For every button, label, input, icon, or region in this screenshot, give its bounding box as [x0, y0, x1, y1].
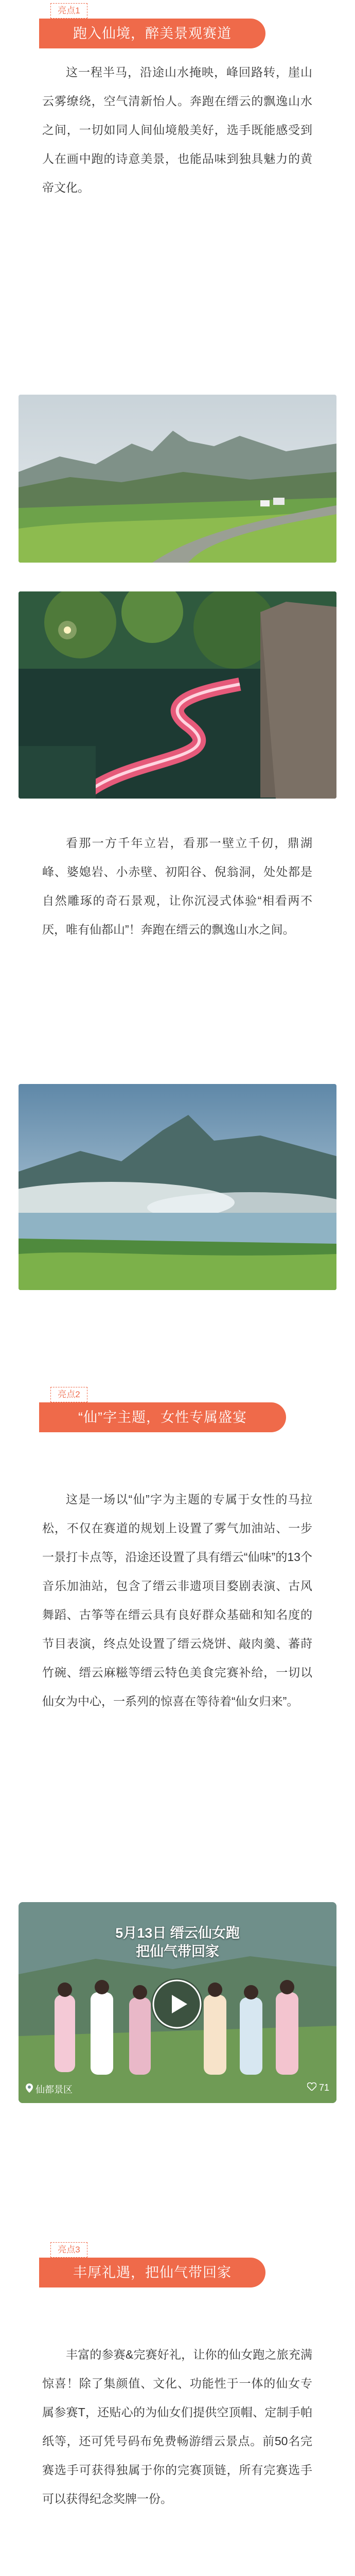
highlight-tag-2: 亮点2 — [50, 1387, 87, 1402]
video-location-label: 仙都景区 — [36, 2084, 73, 2095]
section-3-paragraph-1: 丰富的参赛&完赛好礼，让你的仙女跑之旅充满惊喜！除了集颜值、文化、功能性于一体的仙女专属参赛T，还贴心的为仙女们提供空顶帽、定制手帕纸等，还可凭号码布免费畅游缙云景点。前50名完赛选手可获得独属于你的完赛顶链，所有完赛选手可以获得纪念奖牌一份。 — [42, 2348, 312, 2505]
section-1-paragraph-2: 看那一方千年立岩，看那一壁立千仞，鼎湖峰、婆媳岩、小赤壁、初阳谷、倪翁洞，处处都是自然雕琢的奇石景观，让你沉浸式体验“相看两不厌，唯有仙都山”！奔跑在缙云的飘逸山水之间。 — [42, 836, 312, 936]
video-location — [26, 2082, 73, 2096]
video-date-caption: 5月13日 缙云仙女跑 — [115, 1925, 240, 1941]
section-title-3: 丰厚礼遇，把仙气带回家 — [39, 2258, 265, 2287]
highlight-tag-3: 亮点3 — [50, 2242, 87, 2258]
night-road-photo — [19, 591, 336, 799]
mountain-valley-photo — [19, 395, 336, 563]
section-title-2: “仙”字主题，女性专属盛宴 — [39, 1402, 286, 1432]
video-title-caption: 把仙气带回家 — [136, 1944, 219, 1959]
highlight-tag-1: 亮点1 — [50, 3, 87, 19]
section-1-paragraph-1: 这一程半马，沿途山水掩映，峰回路转，崖山云雾缭绕，空气清新怡人。奔跑在缙云的飘逸山水之间，一切如同人间仙境般美好，选手既能感受到人在画中跑的诗意美景，也能品味到独具魅力的黄帝文化。 — [42, 65, 312, 194]
play-icon — [151, 1978, 203, 2030]
section-title-1: 跑入仙境，醉美景观赛道 — [39, 19, 265, 48]
misty-river-photo — [19, 1084, 336, 1290]
location-pin-icon — [26, 2083, 33, 2093]
play-button[interactable] — [151, 1978, 203, 2030]
section-2-paragraph-1: 这是一场以“仙”字为主题的专属于女性的马拉松，不仅在赛道的规划上设置了雾气加油站、一步一景打卡点等，沿途还设置了具有缙云“仙味”的13个音乐加油站，包含了缙云非遗项目婺剧表演、古风舞蹈、古筝等在缙云具有良好群众基础和知名度的节目表演，终点处设置了缙云烧饼、敲肉羹、蕃莳竹碗、缙云麻糍等缙云特色美食完赛补给，一切以仙女为中心，一系列的惊喜在等待着“仙女归来”。 — [42, 1493, 312, 1708]
video-like-button[interactable] — [307, 2082, 329, 2093]
heart-icon — [307, 2082, 316, 2091]
video-player[interactable] — [19, 1902, 336, 2103]
video-like-count: 71 — [318, 2082, 329, 2093]
